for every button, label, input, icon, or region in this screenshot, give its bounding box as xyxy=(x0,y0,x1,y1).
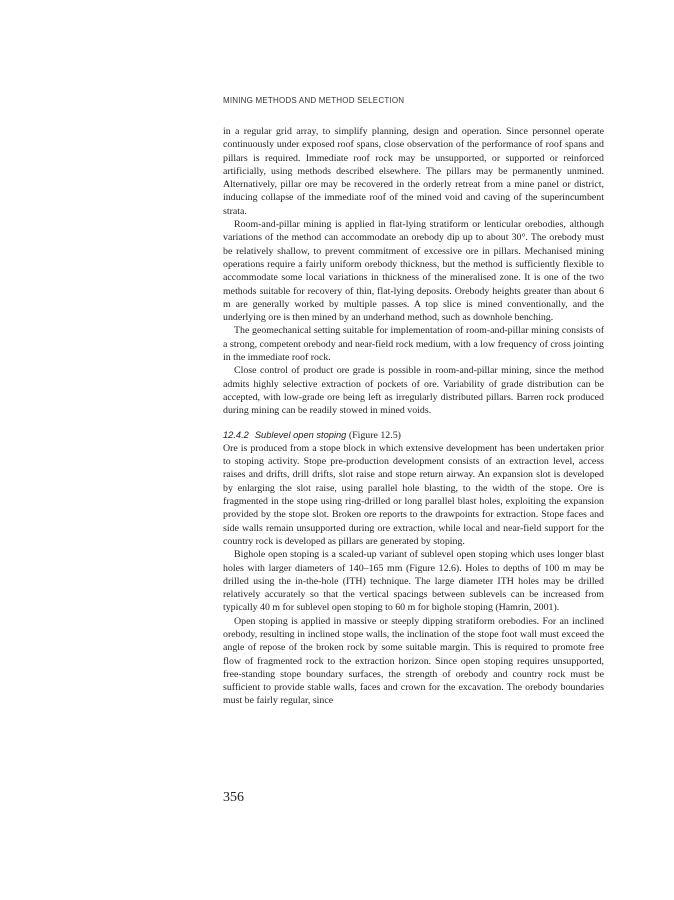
body-text xyxy=(223,125,604,708)
section-heading xyxy=(223,429,604,442)
running-head: MINING METHODS AND METHOD SELECTION xyxy=(223,96,405,105)
paragraph: Ore is produced from a stope block in which extensive development has been undertaken prior to stoping activity. Stope pre-production development consists of an extraction level, access raises and drifts, drill drifts, slot raise and stope return airway. An expansion slot is developed by enlarging the slot raise, using parallel hole blasting, to the width of the stope. Ore is fragmented in the stope using ring-drilled or long parallel blast holes, exploiting the expansion provided by the stope slot. Broken ore reports to the drawpoints for extraction. Stope faces and side walls remain unsupported during ore extraction, while local and near-field support for the country rock is developed as pillars are generated by stoping. xyxy=(223,442,604,547)
section-number: 12.4.2 xyxy=(223,429,249,440)
paragraph: Room-and-pillar mining is applied in flat-lying stratiform or lenticular orebodies, although variations of the method can accommodate an orebody dip up to about 30°. The orebody must be relatively shallow, to prevent commitment of excessive ore in pillars. Mechanised mining operations require a fairly uniform orebody thickness, but the method is sufficiently flexible to accommodate some local variations in thickness of the mineralised zone. It is one of the two methods suitable for recovery of thin, flat-lying deposits. Orebody heights greater than about 6 m are generally worked by multiple passes. A top slice is mined conventionally, and the underlying ore is then mined by an underhand method, such as downhole benching. xyxy=(223,219,604,324)
paragraph: in a regular grid array, to simplify planning, design and operation. Since personnel operate continuously under exposed roof spans, close observation of the performance of roof spans and pillars is required. Immediate roof rock may be unsupported, or supported or reinforced artificially, using methods described elsewhere. The pillars may be permanently unmined. Alternatively, pillar ore may be recovered in the orderly retreat from a mine panel or district, inducing collapse of the immediate roof of the mined void and caving of the superincumbent strata. xyxy=(223,126,604,217)
section-title: Sublevel open stoping xyxy=(254,429,347,440)
page-number: 356 xyxy=(223,790,244,805)
paragraph: The geomechanical setting suitable for implementation of room-and-pillar mining consists of a strong, competent orebody and near-field rock medium, with a low frequency of cross jointing in the immediate roof rock. xyxy=(223,325,604,364)
paragraph: Close control of product ore grade is possible in room-and-pillar mining, since the method admits highly selective extraction of pockets of ore. Variability of grade distribution can be accepted, with low-grade ore being left as irregularly distributed pillars. Barren rock produced during mining can be readily stowed in mined voids. xyxy=(223,365,604,417)
paragraph: Bighole open stoping is a scaled-up variant of sublevel open stoping which uses longer blast holes with larger diameters of 140–165 mm (Figure 12.6). Holes to depths of 100 m may be drilled using the in-the-hole (ITH) technique. The large diameter ITH holes may be drilled relatively accurately so that the vertical spacings between sublevels can be increased from typically 40 m for sublevel open stoping to 60 m for bighole stoping (Hamrin, 2001). xyxy=(223,549,604,614)
paragraph: Open stoping is applied in massive or steeply dipping stratiform orebodies. For an inclined orebody, resulting in inclined stope walls, the inclination of the stope foot wall must exceed the angle of repose of the broken rock by some suitable margin. This is required to promote free flow of fragmented rock to the extraction horizon. Since open stoping requires unsupported, free-standing stope boundary surfaces, the strength of orebody and country rock must be sufficient to provide stable walls, faces and crown for the excavation. The orebody boundaries must be fairly regular, since xyxy=(223,615,604,707)
figure-reference: (Figure 12.5) xyxy=(348,429,401,441)
